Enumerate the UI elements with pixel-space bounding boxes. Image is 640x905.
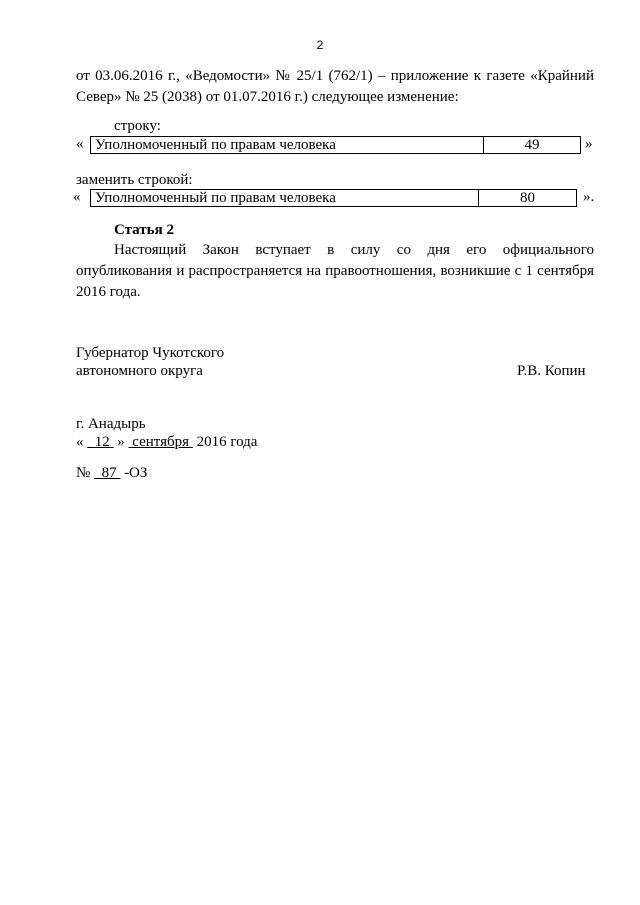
article-line-2: опубликования и распространяется на правоотношения, возникшие с 1 сентября	[76, 263, 594, 279]
article-line-1: Настоящий Закон вступает в силу со дня его официального	[114, 242, 594, 258]
new-row-name: Уполномоченный по правам человека	[91, 190, 479, 207]
signature-name: Р.В. Копин	[517, 363, 586, 379]
old-row-name: Уполномоченный по правам человека	[91, 137, 484, 154]
page-number: 2	[316, 38, 324, 52]
date-month: сентября	[132, 434, 190, 450]
signature-title-line-1: Губернатор Чукотского	[76, 345, 225, 361]
old-row-value: 49	[484, 137, 581, 154]
new-row-quote-close: ».	[583, 189, 595, 205]
number-value: 87	[101, 465, 117, 481]
article-line-3: 2016 года.	[76, 284, 141, 300]
date-quote-close: »	[117, 434, 125, 450]
new-row-label: заменить строкой:	[76, 172, 193, 188]
intro-line-1: от 03.06.2016 г., «Ведомости» № 25/1 (762/1) – приложение к газете «Крайний	[76, 68, 594, 84]
old-row-label: строку:	[114, 118, 161, 134]
intro-line-2: Север» № 25 (2038) от 01.07.2016 г.) следующее изменение:	[76, 89, 459, 105]
number-suffix: -ОЗ	[124, 465, 148, 481]
signature-title-line-2: автономного округа	[76, 363, 203, 379]
footer-number	[76, 465, 147, 482]
footer-city: г. Анадырь	[76, 416, 146, 432]
new-row-table	[90, 189, 577, 207]
number-prefix: №	[76, 465, 91, 481]
date-year: 2016 года	[196, 434, 258, 450]
new-row-quote-open: «	[73, 189, 81, 205]
footer-date	[76, 434, 257, 451]
article-title: Статья 2	[114, 222, 174, 238]
old-row-table	[90, 136, 581, 154]
date-day: 12	[94, 434, 110, 450]
new-row-value: 80	[479, 190, 577, 207]
old-row-quote-open: «	[76, 136, 84, 152]
date-quote-open: «	[76, 434, 84, 450]
old-row-quote-close: »	[585, 136, 593, 152]
